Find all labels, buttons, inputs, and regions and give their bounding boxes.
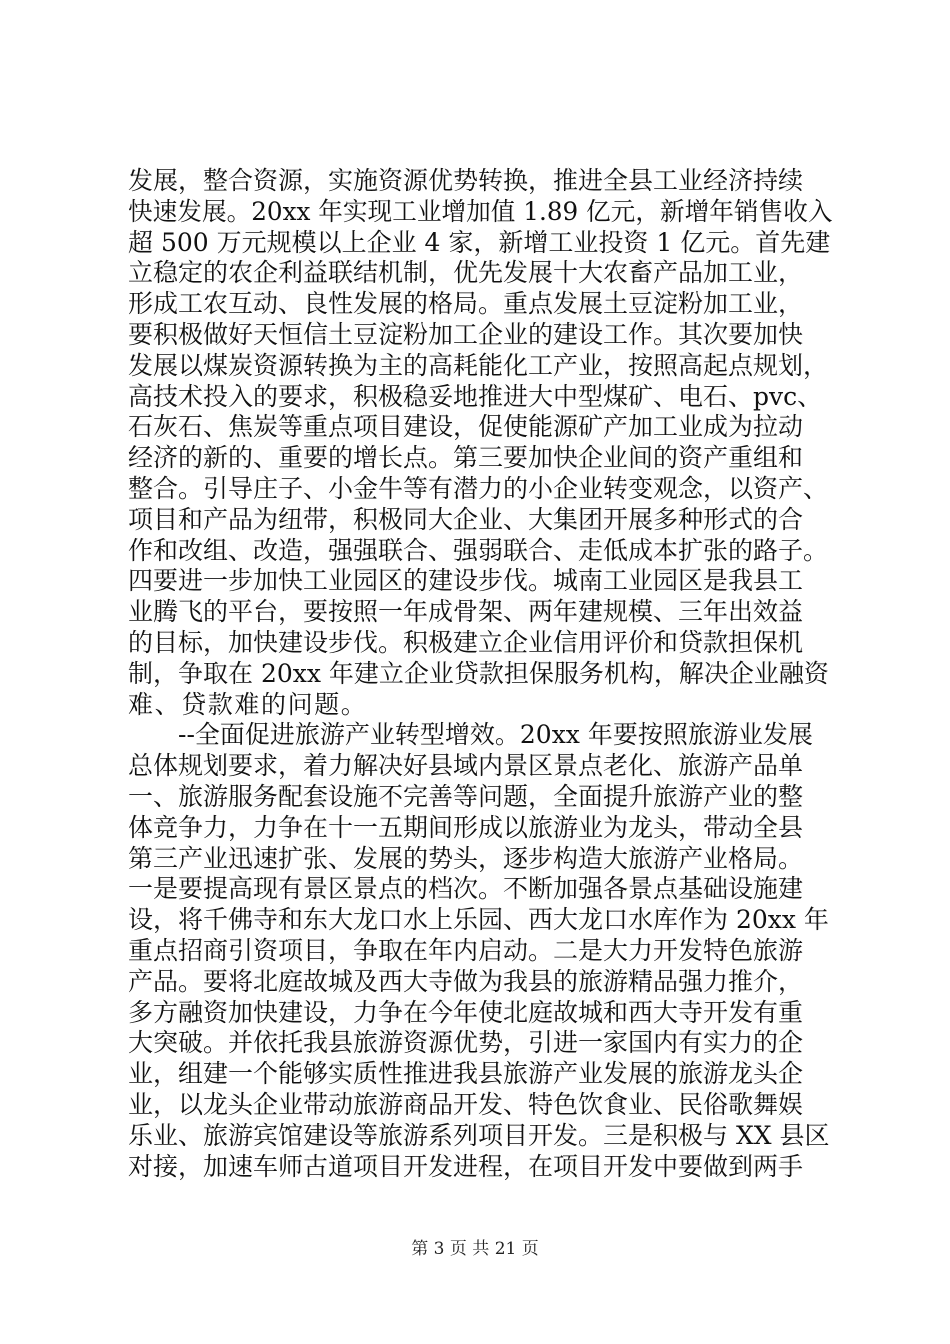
text-line: 的目标，加快建设步伐。积极建立企业信用评价和贷款担保机	[128, 627, 804, 657]
text-line: 对接，加速车师古道项目开发进程，在项目开发中要做到两手	[128, 1151, 804, 1181]
text-line: 四要进一步加快工业园区的建设步伐。城南工业园区是我县工	[128, 566, 804, 596]
text-line: 要积极做好天恒信土豆淀粉加工企业的建设工作。其次要加快	[128, 319, 804, 349]
text-line: 高技术投入的要求，积极稳妥地推进大中型煤矿、电石、pvc、	[128, 381, 823, 411]
text-line: 体竞争力，力争在十一五期间形成以旅游业为龙头，带动全县	[128, 812, 804, 842]
text-line: 重点招商引资项目，争取在年内启动。二是大力开发特色旅游	[128, 935, 804, 965]
text-line: 制，争取在 20xx 年建立企业贷款担保服务机构，解决企业融资	[128, 658, 829, 688]
text-line: 快速发展。20xx 年实现工业增加值 1.89 亿元，新增年销售收入	[128, 196, 833, 226]
text-line: 发展，整合资源，实施资源优势转换，推进全县工业经济持续	[128, 166, 804, 195]
text-line: 一是要提高现有景区景点的档次。不断加强各景点基础设施建	[128, 874, 804, 904]
text-line: 总体规划要求，着力解决好县域内景区景点老化、旅游产品单	[128, 751, 804, 781]
text-line: 发展以煤炭资源转换为主的高耗能化工产业，按照高起点规划，	[128, 350, 829, 380]
text-line: 形成工农互动、良性发展的格局。重点发展土豆淀粉加工业，	[128, 289, 804, 319]
body-text	[128, 166, 833, 1182]
text-line: 业，组建一个能够实质性推进我县旅游产业发展的旅游龙头企	[128, 1059, 804, 1089]
text-line: 乐业、旅游宾馆建设等旅游系列项目开发。三是积极与 XX 县区	[128, 1120, 830, 1150]
text-line: 一、旅游服务配套设施不完善等问题，全面提升旅游产业的整	[128, 781, 804, 811]
text-line: 超 500 万元规模以上企业 4 家，新增工业投资 1 亿元。首先建	[128, 227, 831, 257]
text-line: 业，以龙头企业带动旅游商品开发、特色饮食业、民俗歌舞娱	[128, 1089, 804, 1119]
text-line: 业腾飞的平台，要按照一年成骨架、两年建规模、三年出效益	[128, 597, 804, 627]
text-line: 难、贷款难的问题。	[128, 689, 368, 719]
text-line: 整合。引导庄子、小金牛等有潜力的小企业转变观念，以资产、	[128, 473, 829, 503]
text-line: 大突破。并依托我县旅游资源优势，引进一家国内有实力的企	[128, 1028, 804, 1058]
text-line: 多方融资加快建设，力争在今年使北庭故城和西大寺开发有重	[128, 997, 804, 1027]
text-line: 经济的新的、重要的增长点。第三要加快企业间的资产重组和	[128, 443, 804, 473]
text-line: --全面促进旅游产业转型增效。20xx 年要按照旅游业发展	[128, 720, 813, 750]
page-footer: 第 3 页 共 21 页	[411, 1239, 539, 1259]
text-line: 设，将千佛寺和东大龙口水上乐园、西大龙口水库作为 20xx 年	[128, 905, 829, 935]
text-line: 产品。要将北庭故城及西大寺做为我县的旅游精品强力推介，	[128, 966, 804, 996]
text-line: 项目和产品为纽带，积极同大企业、大集团开展多种形式的合	[128, 504, 804, 534]
text-line: 立稳定的农企利益联结机制，优先发展十大农畜产品加工业，	[128, 258, 804, 288]
text-line: 第三产业迅速扩张、发展的势头，逐步构造大旅游产业格局。	[128, 843, 804, 873]
text-line: 石灰石、焦炭等重点项目建设，促使能源矿产加工业成为拉动	[128, 412, 804, 442]
text-line: 作和改组、改造，强强联合、强弱联合、走低成本扩张的路子。	[128, 535, 829, 565]
